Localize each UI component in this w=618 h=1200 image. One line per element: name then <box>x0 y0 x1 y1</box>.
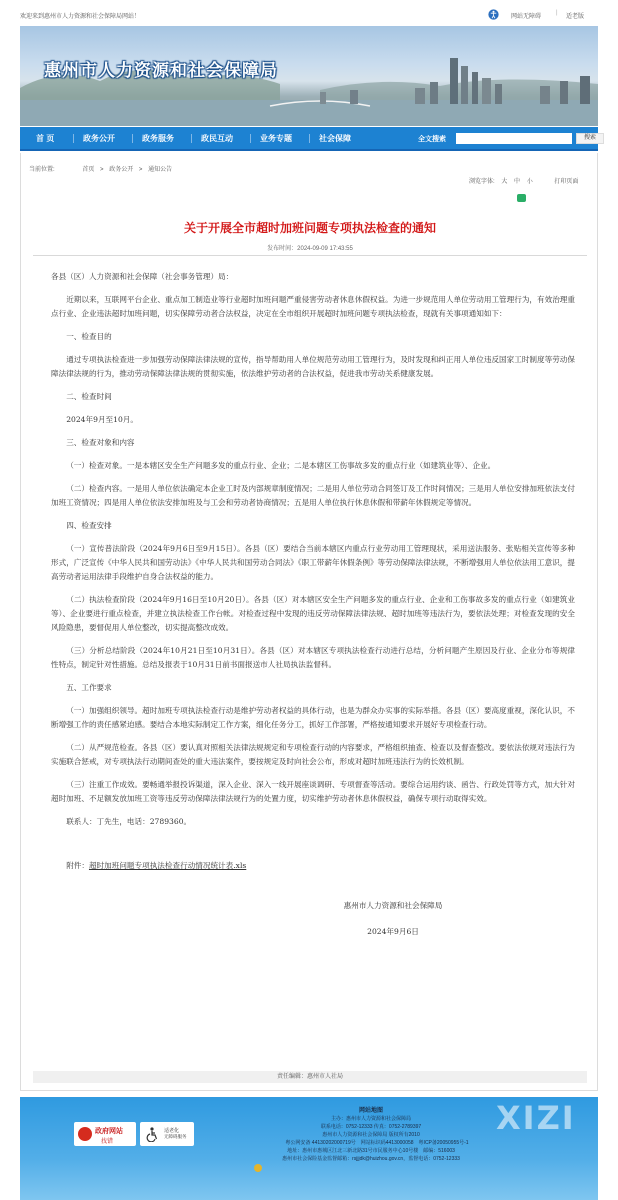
breadcrumb-notices[interactable]: 通知公告 <box>148 167 173 173</box>
police-emblem-icon <box>254 1164 262 1172</box>
article-paragraph: （三）分析总结阶段（2024年10月21日至10月31日）。各县（区）对本辖区专项执法检查行动进行总结，分析问题产生原因及行业、企业分布等规律性特点，制定针对性措施。总结及报表于10月31日前书面报送市人社局执法监督科。 <box>51 646 575 669</box>
article-paragraph: （二）从严规范检查。各县（区）要认真对照相关法律法规规定和专项检查行动的内容要求，严格组织抽查、检查以及督查整改。要依法依规对违法行为实施联合惩戒，对专项执法行动期间查处的重大违法案件，要按规定及时向社会公布，形成对超时加班违法行为的长效机制。 <box>51 743 575 766</box>
breadcrumb-gov-open[interactable]: 政务公开 <box>109 167 134 173</box>
signature-org: 惠州市人力资源和社会保障局 <box>343 901 443 910</box>
font-size-medium[interactable]: 中 <box>514 179 521 185</box>
nav-divider <box>191 134 192 143</box>
print-link[interactable]: 打印页面 <box>554 179 579 185</box>
nav-home[interactable]: 首 页 <box>36 134 55 143</box>
article-date-label: 发布时间： <box>267 246 298 252</box>
search-button[interactable]: 搜索 <box>576 133 604 144</box>
accessibility-link[interactable]: 网站无障碍 <box>511 14 542 20</box>
article-date-value: 2024-09-09 17:43:55 <box>297 246 353 252</box>
breadcrumb-home[interactable]: 首页 <box>82 167 95 173</box>
site-banner <box>20 26 598 126</box>
article-body <box>51 261 575 939</box>
top-bar <box>0 0 618 26</box>
article-paragraph: 通过专项执法检查进一步加强劳动保障法律法规的宣传，指导帮助用人单位规范劳动用工管理行为，及时发现和纠正用人单位违反国家工时制度等劳动保障法律法规的行为，推动劳动保障法律法规的贯彻实施，依法维护劳动者的合法权益，促进我市劳动关系健康发展。 <box>51 355 575 378</box>
footer-email: 惠州市社会保险基金监督邮箱：rsjjjdk@huizhou.gov.cn，监督电话：0752-12333 <box>282 1156 460 1162</box>
editor-label: 责任编辑： <box>276 1074 307 1080</box>
footer-host: 主办：惠州市人力资源和社会保障局 <box>330 1116 411 1122</box>
page-tools <box>469 176 583 185</box>
section-heading: 一、检查目的 <box>66 332 112 341</box>
nav-divider <box>73 134 74 143</box>
elderly-accessibility-badge[interactable] <box>140 1122 194 1146</box>
main-content <box>20 153 598 1091</box>
responsible-editor <box>33 1071 587 1083</box>
article-title: 关于开展全市超时加班问题专项执法检查的通知 <box>183 221 436 235</box>
attachment-link[interactable]: 超时加班问题专项执法检查行动情况统计表.xls <box>88 861 247 870</box>
article-salutation: 各县（区）人力资源和社会保障（社会事务管理）局： <box>51 272 234 281</box>
attachment-label: 附件： <box>66 861 89 870</box>
nav-social-security[interactable]: 社会保障 <box>319 134 351 143</box>
font-size-large[interactable]: 大 <box>501 179 508 185</box>
badge-gov-title: 政府网站 <box>95 1128 123 1135</box>
section-heading: 二、检查时间 <box>66 392 112 401</box>
article-paragraph: 近期以来，互联网平台企业、重点加工制造业等行业超时加班问题严重侵害劳动者休息休假权益。为进一步规范用人单位劳动用工管理行为，有效治理重点行业、企业违法超时加班问题，切实保障劳动者合法权益，决定在全市组织开展超时加班问题专项执法检查，现就有关事项通知如下： <box>51 295 575 318</box>
nav-topics[interactable]: 业务专题 <box>260 134 292 143</box>
national-emblem-icon <box>78 1127 92 1141</box>
accessibility-icon <box>144 1126 160 1142</box>
site-map-link[interactable]: 网站地图 <box>358 1108 383 1114</box>
section-heading: 五、工作要求 <box>66 683 112 692</box>
nav-divider <box>309 134 310 143</box>
article-paragraph: 2024年9月至10月。 <box>66 415 138 424</box>
article-paragraph: （二）执法检查阶段（2024年9月16日至10月20日）。各县（区）对本辖区安全生产问题多发的重点行业、企业和工伤事故多发的重点行业（如建筑业等）、企业要进行重点检查，并建立执法检查工作台帐。对检查过程中发现的违反劳动保障法律法规、超时加班等违法行为，要依法处理；对检查发现的安全风险隐患，要督促用人单位整改，切实提高整改成效。 <box>51 595 575 632</box>
accessibility-icon[interactable] <box>488 9 499 20</box>
article-date <box>21 243 599 252</box>
footer-info <box>236 1107 506 1163</box>
article-divider <box>33 255 587 256</box>
footer-contact: 联系电话：0752-12333 传真：0752-2789397 <box>320 1124 422 1130</box>
contact-line: 联系人：丁先生，电话：2789360。 <box>66 817 192 826</box>
article-paragraph: （三）注重工作成效。要畅通举报投诉渠道，深入企业、深入一线开展座谈调研、专项督查等活动。要综合运用约谈、函告、行政处罚等方式，加大针对超时加班、不足额发放加班工资等违反劳动保障法律法规行为的处置力度，切实维护劳动者休息休假权益，确保专项行动取得实效。 <box>51 780 575 803</box>
signature-date: 2024年9月6日 <box>367 927 419 936</box>
search-label: 全文搜索 <box>418 136 446 143</box>
site-footer <box>20 1097 598 1200</box>
nav-gov-affairs-open[interactable]: 政务公开 <box>83 134 115 143</box>
section-heading: 四、检查安排 <box>66 521 112 530</box>
elderly-version-link[interactable]: 适老版 <box>566 14 585 20</box>
nav-divider <box>132 134 133 143</box>
topbar-separator: | <box>556 10 558 16</box>
attachment-line <box>51 859 575 873</box>
breadcrumb-separator: > <box>100 167 104 173</box>
footer-icp[interactable]: 粤公网安备 44130202000719号 网站标识码4413000058 粤ICP备20050955号-1 <box>285 1140 469 1146</box>
breadcrumb-separator: > <box>138 167 143 173</box>
nav-gov-services[interactable]: 政务服务 <box>142 134 174 143</box>
section-heading: 三、检查对象和内容 <box>66 438 135 447</box>
welcome-text: 欢迎来到惠州市人力资源和社会保障局网站！ <box>20 14 141 20</box>
badge-gov-sub: 找错 <box>101 1139 114 1145</box>
badge-elder-title: 适老化 <box>164 1128 180 1134</box>
article-paragraph: （二）检查内容。一是用人单位依法确定本企业工时及内部规章制度情况；二是用人单位劳动合同签订及工作时间情况；三是用人单位安排加班依法支付加班工资情况；四是用人单位依法安排加班及与工会和劳动者协商情况；五是用人单位执行休息休假和带薪年休假规定等情况。 <box>51 484 575 507</box>
main-nav <box>20 127 598 151</box>
font-size-label: 浏览字体: <box>469 179 495 185</box>
nav-divider <box>250 134 251 143</box>
article-paragraph: （一）检查对象。一是本辖区安全生产问题多发的重点行业、企业；二是本辖区工伤事故多发的重点行业（如建筑业等）、企业。 <box>66 461 496 470</box>
site-title: 惠州市人力资源和社会保障局 <box>44 61 278 80</box>
footer-copyright: 惠州市人力资源和社会保障局 版权所有2010 <box>322 1132 420 1138</box>
gov-site-error-badge[interactable] <box>74 1122 136 1146</box>
article-paragraph: （一）宣传普法阶段（2024年9月6日至9月15日）。各县（区）要结合当前本辖区内重点行业劳动用工管理现状，采用送法服务、张贴相关宣传等多种形式，广泛宣传《中华人民共和国劳动法》《中华人民共和国劳动合同法》《职工带薪年休假条例》等劳动保障法律法规，不断增强用人单位依法用工意识，提高劳动者运用法律手段维护自身合法权益的能力。 <box>51 544 575 581</box>
search-input[interactable] <box>456 133 572 144</box>
breadcrumb-label: 当前位置: <box>29 167 55 173</box>
footer-address: 地址：惠州市惠城区江北三新北路31号市民服务中心10号楼 邮编：516003 <box>287 1148 455 1154</box>
nav-interaction[interactable]: 政民互动 <box>201 134 233 143</box>
article-paragraph: （一）加强组织领导。超时加班专项执法检查行动是维护劳动者权益的具体行动，也是为群众办实事的实际举措。各县（区）要高度重视，深化认识，不断增强工作的责任感紧迫感。要结合本地实际制定工作方案，细化任务分工，抓好工作部署，严格按通知要求开展好专项检查行动。 <box>51 706 575 729</box>
wechat-share-icon[interactable] <box>517 194 526 202</box>
font-size-small[interactable]: 小 <box>526 179 533 185</box>
watermark-logo: XIZI <box>496 1099 576 1137</box>
breadcrumb <box>29 164 176 173</box>
editor-value: 惠州市人社局 <box>307 1074 344 1080</box>
badge-elder-sub: 无障碍服务 <box>164 1134 187 1139</box>
